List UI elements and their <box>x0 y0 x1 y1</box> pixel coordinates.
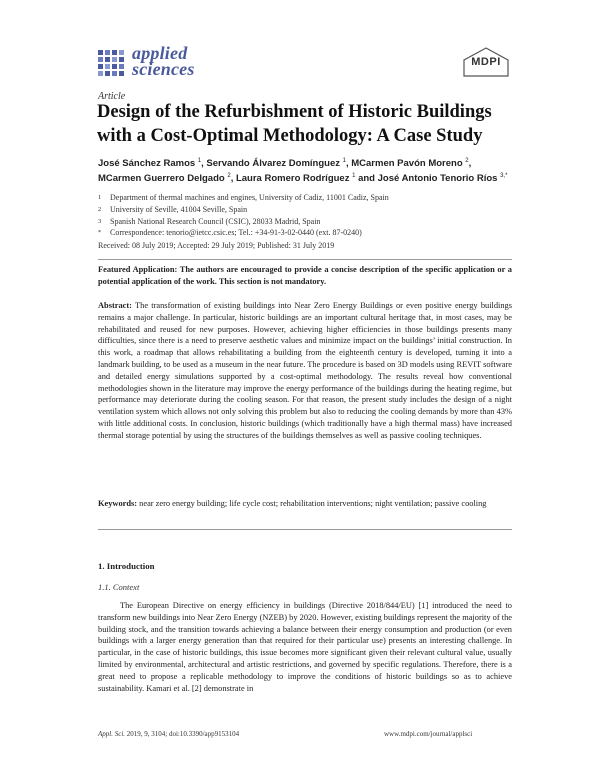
footer-journal: Appl. Sci. <box>98 730 126 738</box>
correspondence-text: Correspondence: tenorio@ietcc.csic.es; Tel.: +34-91-3-02-0440 (ext. 87-0240) <box>110 228 362 238</box>
author-6[interactable] <box>378 173 508 184</box>
affiliation-text: University of Seville, 41004 Seville, Spain <box>110 204 248 214</box>
author-name: MCarmen Pavón Moreno <box>351 158 463 170</box>
mdpi-logo[interactable] <box>460 46 512 83</box>
author-affiliation-mark: 3,* <box>500 173 508 180</box>
author-name: Servando Álvarez Domínguez <box>206 158 340 170</box>
keywords-label: Keywords: <box>98 499 138 508</box>
author-5[interactable] <box>236 173 355 184</box>
affiliation-item <box>98 216 518 228</box>
mdpi-logo-text: MDPI <box>471 56 501 68</box>
author-list: José Sánchez Ramos $^1$, Servando Álvarez Domínguez $^1$, MCarmen Pavón Moreno $^2$, MCarmen Guerrero Delgado $^2$, Laura Romero Rodríguez $^1$ and José Antonio Tenorio Ríos $^{3,*}$ <box>98 158 508 185</box>
author-affiliation-mark: 1 <box>197 158 202 164</box>
author-affiliation-mark: 1 <box>342 158 346 164</box>
affiliation-list <box>98 192 518 239</box>
abstract <box>98 300 512 442</box>
author-2[interactable] <box>206 158 346 169</box>
affiliation-text: Department of thermal machines and engines, University of Cadiz, 11001 Cadiz, Spain <box>110 193 389 202</box>
paper-title: Design of the Refurbishment of Historic Buildings with a Cost-Optimal Methodology: A Case Study <box>97 102 492 146</box>
subsection-heading: 1.1. Context <box>98 582 140 592</box>
author-3[interactable] <box>351 158 468 169</box>
author-name: José Sánchez Ramos <box>98 158 196 170</box>
journal-logo-icon <box>96 47 126 77</box>
affiliation-mark: 1 <box>98 194 102 201</box>
author-affiliation-mark: 2 <box>465 158 469 164</box>
author-affiliation-mark: 2 <box>227 173 231 180</box>
author-name: MCarmen Guerrero Delgado <box>98 173 225 185</box>
publication-dates: Received: 08 July 2019; Accepted: 29 July 2019; Published: 31 July 2019 <box>98 241 335 250</box>
affiliation-mark: 3 <box>98 217 102 225</box>
section-heading: 1. Introduction <box>98 561 155 571</box>
author-name: José Antonio Tenorio Ríos <box>377 173 498 185</box>
author-affiliation-mark: 1 <box>352 173 356 180</box>
featured-application: Featured Application: The authors are encouraged to provide a concise description of the specific application or a potential application of the work. This section is not mandatory. <box>98 265 512 286</box>
journal-name-line1: applied <box>132 43 188 63</box>
divider <box>98 529 512 530</box>
body-paragraph: The European Directive on energy efficiency in buildings (Directive 2018/844/EU) [1] introduced the need to transform new buildings into Near Zero Energy (NZEB) by 2020. However, existing buildings represent the majority of the building stock, and the transition towards achieving a balance between their energy consumption and production (or even buildings with a larger energy generation than that required for their particular use) presents an interesting challenge. In particular, in the case of historic buildings, this issue becomes more significant given their relevant cultural value, usually limited by environmental, architectural and artistic restrictions, and governed by specific regulations. Therefore, there is a great need to propose a replicable methodology to improve the conditions of historic buildings so as to achieve sustainability. Kamari et al. [2] demonstrate in <box>98 601 512 693</box>
abstract-label: Abstract: <box>98 301 132 310</box>
affiliation-item <box>98 204 518 216</box>
keywords <box>98 498 512 510</box>
divider <box>98 259 512 260</box>
correspondence-mark: * <box>98 229 102 237</box>
author-1[interactable] <box>98 158 201 169</box>
author-name: Laura Romero Rodríguez <box>235 173 350 185</box>
keywords-text: near zero energy building; life cycle cost; rehabilitation interventions; night ventilation; passive cooling <box>137 499 487 508</box>
abstract-text: The transformation of existing buildings into Near Zero Energy Buildings or even positive energy buildings remains a major challenge. In particular, historic buildings are an important cultural heritage that, in most cases, may be rehabilitated and reused for new purposes. However, achieving higher efficiencies in those buildings presents many difficulties, since there is a need to preserve aesthetic values and minimize impact on the buildings’ initial construction. In this work, a roadmap that allows rehabilitating a building from the eighteenth century is developed, turning it into a landmark building, to be used as a museum in the near future. The procedure is based on 3D models using REVIT software and detailed energy simulations supported by a cost-optimal methodology. The results reveal how conventional methodologies shown in the literature may improve the energy performance of the buildings during the heating regime, but performance may deteriorate during the cooling season. For that reason, the present study includes the design of a night ventilation system which allows not only solving this problem but also to reducing the cooling demands by more than 43% with little additional costs. In conclusion, historic buildings (which traditionally have a high thermal mass) have increased thermal storage potential by using the structures of the buildings themselves as well as passive cooling techniques. <box>98 301 512 440</box>
footer-url[interactable]: www.mdpi.com/journal/applsci <box>384 730 473 738</box>
footer-citation <box>98 730 239 738</box>
affiliation-mark: 2 <box>98 205 102 213</box>
article-type: Article <box>98 91 126 102</box>
journal-name-line2: sciences <box>132 59 195 79</box>
journal-logo[interactable] <box>96 45 195 77</box>
author-4[interactable] <box>98 173 231 184</box>
footer-citation-details: 2019, 9, 3104; doi:10.3390/app9153104 <box>125 730 240 738</box>
affiliation-text: Spanish National Research Council (CSIC), 28033 Madrid, Spain <box>110 216 321 226</box>
correspondence[interactable] <box>98 227 518 239</box>
journal-name <box>132 45 195 77</box>
affiliation-item <box>98 192 518 204</box>
